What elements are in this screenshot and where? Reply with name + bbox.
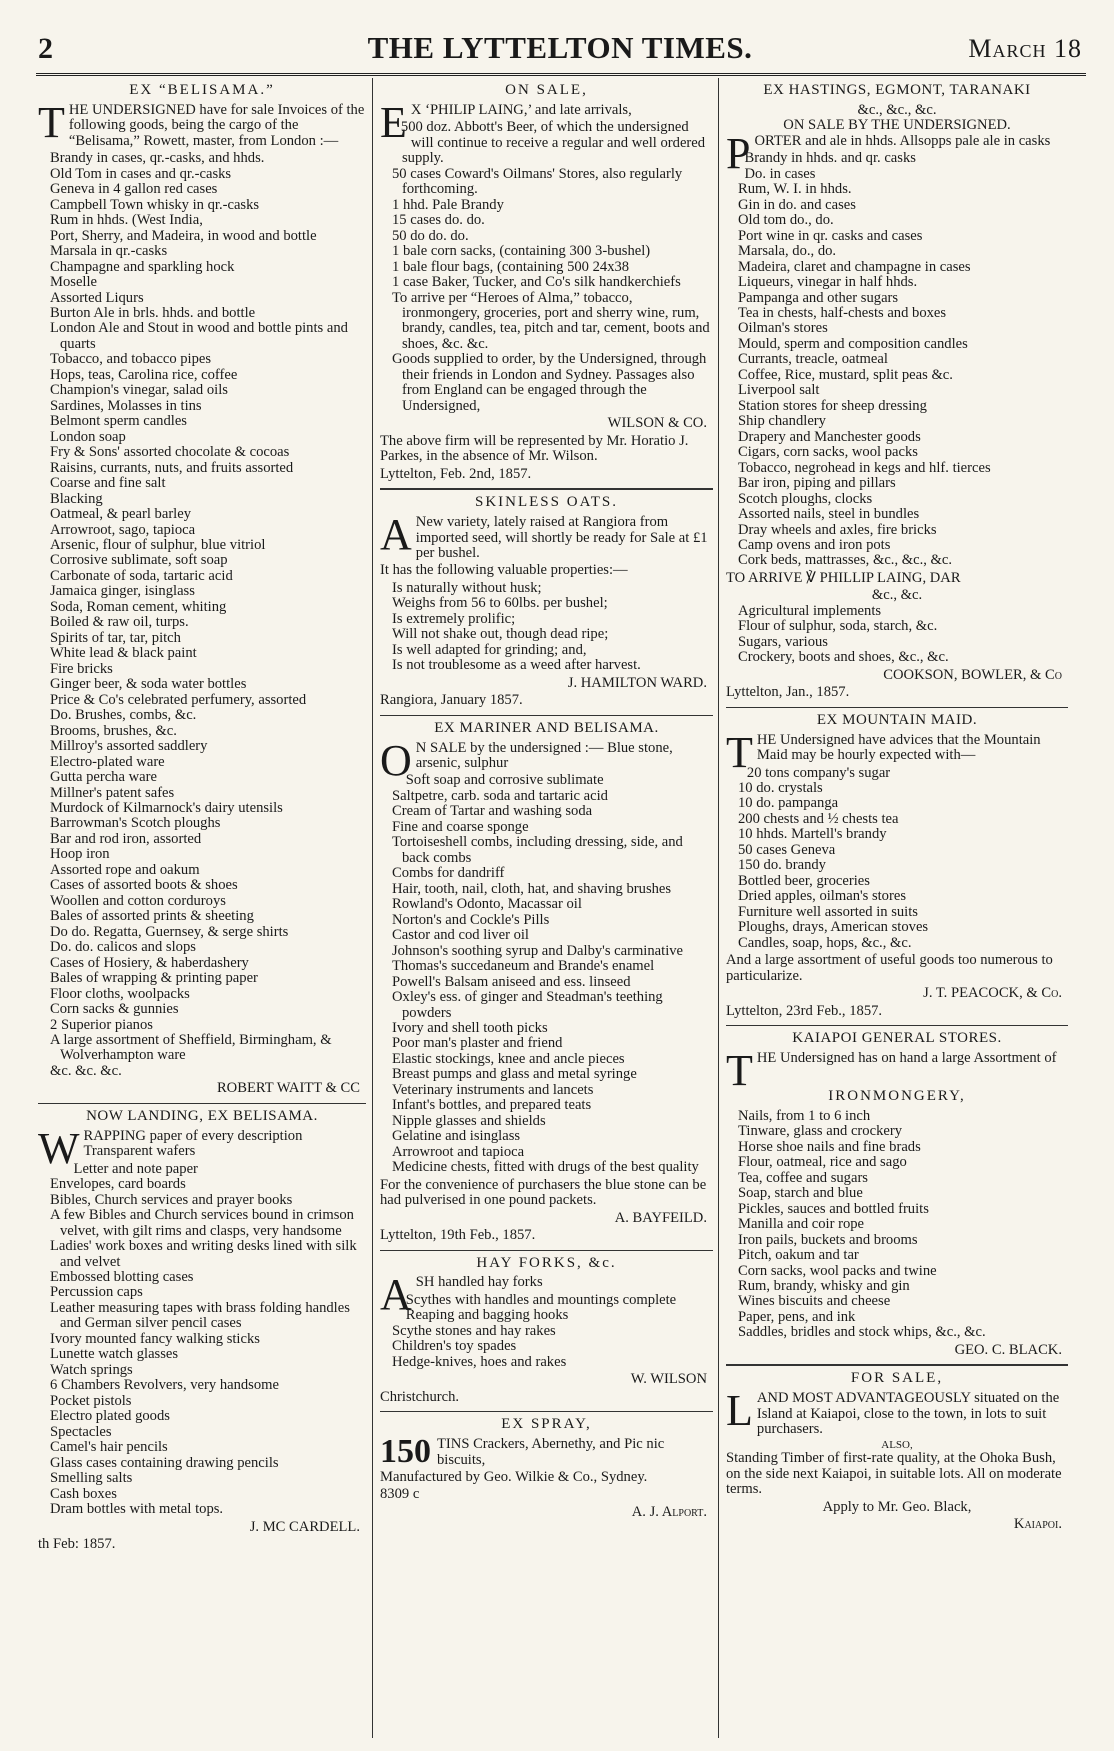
list-item: Ploughs, drays, American stoves <box>738 919 929 936</box>
list-item: Do do. Regatta, Guernsey, & serge shirts <box>50 923 289 940</box>
list-item: Glass cases containing drawing pencils <box>50 1454 279 1471</box>
ad-note: And a large assortment of useful goods too numerous to particularize. <box>726 952 1053 984</box>
ad-signature: ROBERT WAITT & CC <box>216 1080 360 1097</box>
drop-cap: A <box>380 1270 412 1320</box>
ad-intro: WRAPPING paper of every description Transparent wafers <box>38 1123 303 1173</box>
column-3 <box>726 80 1068 1740</box>
ad-intro: 150 TINS Crackers, Abernethy, and Pic nic biscuits, <box>380 1433 665 1471</box>
list-item: Bar and rod iron, assorted <box>50 830 202 847</box>
list-item: Bottled beer, groceries <box>738 872 870 889</box>
list-item: Furniture well assorted in suits <box>738 903 918 920</box>
newspaper-title: THE LYTTELTON TIMES. <box>367 30 753 65</box>
list-item: Bar iron, piping and pillars <box>738 475 896 492</box>
list-item: 1 bale flour bags, (containing 500 24x38 <box>392 258 630 275</box>
list-item: Brandy in hhds. and qr. casks <box>744 150 916 167</box>
arrive-heading: TO ARRIVE ℣ PHILLIP LAING, DAR <box>726 569 961 586</box>
list-item: 200 chests and ½ chests tea <box>738 810 899 827</box>
list-item: Powell's Balsam aniseed and ess. linseed <box>392 973 631 990</box>
list-item: Campbell Town whisky in qr.-casks <box>50 196 260 213</box>
list-item: Marsala, do., do. <box>738 243 837 260</box>
ad-dateline: Christchurch. <box>380 1388 460 1405</box>
list-item: Elastic stockings, knee and ancle pieces <box>392 1050 625 1067</box>
column-divider <box>718 78 719 1738</box>
divider <box>380 1250 713 1251</box>
divider <box>380 488 713 490</box>
list-item: Watch springs <box>50 1361 133 1378</box>
goods-list <box>392 773 713 1175</box>
list-item: Currants, treacle, oatmeal <box>738 351 888 368</box>
ad-dateline: Lyttelton, 23rd Feb., 1857. <box>726 1002 883 1019</box>
ad-dateline: th Feb: 1857. <box>38 1535 116 1552</box>
ad-title: EX MARINER AND BELISAMA. <box>434 719 659 736</box>
ad-heading: ON SALE BY THE UNDERSIGNED. <box>783 117 1011 134</box>
list-item: Woollen and cotton corduroys <box>50 892 226 909</box>
list-item: Sugars, various <box>738 633 828 650</box>
list-item: Liverpool salt <box>738 382 820 399</box>
list-item: Tobacco, and tobacco pipes <box>50 351 212 368</box>
drop-cap: T <box>38 97 65 147</box>
list-item: Tobacco, negrohead in kegs and hlf. tierces <box>738 459 991 476</box>
list-item: Arsenic, flour of sulphur, blue vitriol <box>50 537 266 554</box>
list-item: Leather measuring tapes with brass folding handles and German silver pencil cases <box>50 1299 350 1332</box>
list-item: Oxley's ess. of ginger and Steadman's teething powders <box>392 989 663 1021</box>
divider <box>380 715 713 716</box>
goods-list <box>738 1109 1068 1341</box>
drop-cap: P <box>726 128 751 178</box>
list-item: Fire bricks <box>50 660 113 677</box>
ad-signature: WILSON & CO. <box>607 415 707 432</box>
list-item: 15 cases do. do. <box>392 212 485 229</box>
ad-signature: J. MC CARDELL. <box>249 1518 360 1535</box>
list-item: Hair, tooth, nail, cloth, hat, and shaving brushes <box>392 880 672 897</box>
ad-intro: E X ‘PHILIP LAING,’ and late arrivals, <box>380 97 632 147</box>
header-rule <box>36 73 1086 76</box>
list-item: Ginger beer, & soda water bottles <box>50 676 247 693</box>
ad-place: Kaiapoi. <box>1013 1516 1062 1533</box>
list-item: Floor cloths, woolpacks <box>50 985 190 1002</box>
list-item: Corrosive sublimate, soft soap <box>50 552 228 569</box>
ad-apply: Apply to Mr. Geo. Black, <box>822 1498 972 1515</box>
list-item: Electro plated goods <box>50 1408 170 1425</box>
list-item: 1 bale corn sacks, (containing 300 3-bushel) <box>392 243 651 260</box>
list-item: Cases of assorted boots & shoes <box>50 877 238 894</box>
advertisement-mariner-belisama <box>380 721 713 1244</box>
list-item: Pickles, sauces and bottled fruits <box>738 1200 929 1217</box>
list-item: Cork beds, mattrasses, &c., &c., &c. <box>738 552 952 569</box>
list-item: Do. Brushes, combs, &c. <box>50 707 197 724</box>
ad-body: Standing Timber of first-rate quality, at the Ohoka Bush, on the side next Kaiapoi, in suitable lots. All on moderate terms. <box>726 1450 1062 1498</box>
list-item: 150 do. brandy <box>738 857 826 874</box>
advertisement-belisama <box>38 83 366 1097</box>
list-item: Champion's vinegar, salad oils <box>50 382 228 399</box>
list-item: Assorted rope and oakum <box>50 861 200 878</box>
list-item: Corn sacks & gunnies <box>50 1001 179 1018</box>
list-item: Johnson's soothing syrup and Dalby's carminative <box>392 942 684 959</box>
advertisement-kaiapoi-stores <box>726 1031 1068 1358</box>
list-item: 50 cases Geneva <box>738 841 836 858</box>
list-item: Is naturally without husk; <box>392 579 542 596</box>
list-item: Is extremely prolific; <box>392 610 516 627</box>
goods-list <box>50 1162 366 1518</box>
list-item: Pocket pistols <box>50 1392 132 1409</box>
list-item: Raisins, currants, nuts, and fruits assorted <box>50 459 294 476</box>
column-2 <box>380 80 713 1740</box>
list-item: Norton's and Cockle's Pills <box>392 911 550 928</box>
list-item: Combs for dandriff <box>392 865 505 882</box>
list-item: Percussion caps <box>50 1284 143 1301</box>
list-item: Rowland's Odonto, Macassar oil <box>392 896 582 913</box>
list-item: Bibles, Church services and prayer books <box>50 1191 293 1208</box>
list-item: Flour of sulphur, soda, starch, &c. <box>738 618 938 635</box>
list-item: Spirits of tar, tar, pitch <box>50 629 181 646</box>
ad-title: EX “BELISAMA.” <box>129 82 275 98</box>
quantity-number: 150 <box>380 1433 431 1471</box>
list-item: Fine and coarse sponge <box>392 818 529 835</box>
column-divider <box>372 78 373 1738</box>
ad-title: KAIAPOI GENERAL STORES. <box>792 1030 1002 1047</box>
list-item: Cigars, corn sacks, wool packs <box>738 444 918 461</box>
list-item: Envelopes, card boards <box>50 1176 186 1193</box>
list-item: 20 tons company's sugar <box>746 764 891 781</box>
ad-dateline: Lyttelton, 19th Feb., 1857. <box>380 1227 536 1244</box>
ad-heading: IRONMONGERY, <box>828 1087 966 1104</box>
ad-reference: 8309 c <box>380 1486 420 1503</box>
goods-list <box>738 766 1068 952</box>
list-item: 50 do do. do. <box>392 227 469 244</box>
list-item: Brandy in cases, qr.-casks, and hhds. <box>50 150 265 167</box>
arrive-subtitle: &c., &c. <box>871 587 923 604</box>
list-item: Price & Co's celebrated perfumery, assorted <box>50 691 307 708</box>
issue-date: March 18 <box>968 34 1082 63</box>
list-item: Tortoiseshell combs, including dressing, side, and back combs <box>392 834 683 866</box>
list-item: Scythes with handles and mountings complete <box>405 1291 677 1308</box>
ad-title: NOW LANDING, EX BELISAMA. <box>86 1107 318 1124</box>
list-item: Embossed blotting cases <box>50 1269 194 1285</box>
list-item: Champagne and sparkling hock <box>50 258 235 275</box>
ad-subtitle: &c., &c., &c. <box>857 101 937 118</box>
list-item: Old Tom in cases and qr.-casks <box>50 165 232 182</box>
list-item: Breast pumps and glass and metal syringe <box>392 1066 637 1083</box>
list-item: Marsala in qr.-casks <box>50 243 168 260</box>
list-item: Oatmeal, & pearl barley <box>50 506 192 523</box>
page-number: 2 <box>38 32 53 65</box>
list-item: Horse shoe nails and fine brads <box>738 1138 921 1155</box>
list-item: Candles, soap, hops, &c., &c. <box>738 934 912 951</box>
advertisement-skinless-oats <box>380 495 713 709</box>
list-item: Veterinary instruments and lancets <box>392 1081 594 1098</box>
list-item: Station stores for sheep dressing <box>738 397 927 414</box>
list-item: 10 do. crystals <box>738 780 823 796</box>
list-item: Millner's patent safes <box>50 784 175 801</box>
ad-title: EX SPRAY, <box>501 1416 592 1433</box>
list-item: Smelling salts <box>50 1470 133 1487</box>
list-item: Blacking <box>50 490 103 507</box>
list-item: Electro-plated ware <box>50 753 165 770</box>
ad-title: EX MOUNTAIN MAID. <box>816 711 978 728</box>
list-item: Nipple glasses and shields <box>392 1112 546 1129</box>
list-item: Rum, brandy, whisky and gin <box>738 1277 910 1294</box>
list-item: 500 doz. Abbott's Beer, of which the undersigned will continue to receive a regular and well ordered supply. <box>400 119 706 167</box>
list-item: Liqueurs, vinegar in half hhds. <box>738 274 918 291</box>
list-item: Geneva in 4 gallon red cases <box>50 181 218 198</box>
properties-list <box>392 581 713 674</box>
ad-signature: GEO. C. BLACK. <box>954 1341 1062 1358</box>
ad-dateline: Lyttelton, Jan., 1857. <box>726 684 850 701</box>
list-item: Sardines, Molasses in tins <box>50 397 202 414</box>
list-item: Crockery, boots and shoes, &c., &c. <box>738 649 949 666</box>
list-item: Soap, starch and blue <box>738 1185 863 1202</box>
ad-dateline: Rangiora, January 1857. <box>380 692 523 709</box>
list-item: Soda, Roman cement, whiting <box>50 598 227 615</box>
ad-title: ON SALE, <box>505 82 588 98</box>
goods-list <box>50 151 366 1079</box>
list-item: Saddles, bridles and stock whips, &c., &c. <box>738 1324 986 1341</box>
list-item: Camel's hair pencils <box>50 1439 168 1456</box>
list-item: Nails, from 1 to 6 inch <box>738 1107 871 1124</box>
list-item: Children's toy spades <box>392 1338 517 1355</box>
list-item: Belmont sperm candles <box>50 413 187 430</box>
list-item: Gin in do. and cases <box>738 196 856 213</box>
ad-title: FOR SALE, <box>850 1370 944 1387</box>
list-item: Spectacles <box>50 1423 112 1440</box>
list-item: White lead & black paint <box>50 645 197 662</box>
list-item: Port, Sherry, and Madeira, in wood and bottle <box>50 227 317 244</box>
ad-title: SKINLESS OATS. <box>474 494 619 511</box>
ad-note: The above firm will be represented by Mr. Horatio J. Parkes, in the absence of Mr. Wilson. <box>380 432 689 465</box>
drop-cap: A <box>380 510 412 560</box>
list-item: Paper, pens, and ink <box>738 1308 856 1325</box>
list-item: Agricultural implements <box>738 602 882 619</box>
drop-cap: T <box>726 1045 753 1095</box>
list-item: Oilman's stores <box>738 320 828 337</box>
list-item: Millroy's assorted saddlery <box>50 738 208 755</box>
list-item: Pampanga and other sugars <box>738 289 899 306</box>
drop-cap: L <box>726 1386 753 1436</box>
advertisement-mountain-maid <box>726 713 1068 1019</box>
ad-title: EX HASTINGS, EGMONT, TARANAKI <box>763 82 1031 98</box>
list-item: Dram bottles with metal tops. <box>50 1501 224 1518</box>
list-item: To arrive per “Heroes of Alma,” tobacco, ironmongery, groceries, port and sherry wine, rum, brandy, candles, tea, pitch and tar, cement, boots and shoes, &c. &c. <box>392 289 710 352</box>
list-item: Tinware, glass and crockery <box>738 1123 903 1140</box>
list-item: Boiled & raw oil, turps. <box>50 614 189 631</box>
list-item: 6 Chambers Revolvers, very handsome <box>50 1377 279 1394</box>
ad-intro: ASH handled hay forks <box>380 1270 543 1320</box>
ad-intro: THE UNDERSIGNED have for sale Invoices of the following goods, being the cargo of the “Belisama,” Rowett, master, from London :— <box>38 97 365 149</box>
divider <box>726 1364 1068 1366</box>
divider <box>380 1411 713 1412</box>
list-item: Assorted Liqurs <box>50 289 144 306</box>
ad-intro: PORTER and ale in hhds. Allsopps pale ale in casks <box>726 128 1051 178</box>
list-item: Coffee, Rice, mustard, split peas &c. <box>738 366 953 383</box>
advertisement-stationery <box>38 1109 366 1553</box>
list-item: Thomas's succedaneum and Brande's enamel <box>392 958 655 975</box>
advertisement-ex-spray <box>380 1417 713 1520</box>
divider <box>726 707 1068 708</box>
ad-intro: THE Undersigned have advices that the Mountain Maid may be hourly expected with— <box>726 727 1041 777</box>
list-item: Hoop iron <box>50 846 110 863</box>
list-item: Jamaica ginger, isinglass <box>50 583 195 600</box>
advertisement-hastings <box>726 83 1068 701</box>
list-item: Brooms, brushes, &c. <box>50 722 177 739</box>
list-item: Soft soap and corrosive sublimate <box>405 772 604 789</box>
list-item: Barrowman's Scotch ploughs <box>50 815 221 832</box>
list-item: 1 case Baker, Tucker, and Co's silk handkerchiefs <box>392 274 681 291</box>
ad-maker: Manufactured by Geo. Wilkie & Co., Sydney. <box>380 1469 648 1486</box>
list-item: Tea, coffee and sugars <box>738 1169 868 1186</box>
list-item: Carbonate of soda, tartaric acid <box>50 567 233 584</box>
drop-cap: W <box>38 1123 80 1173</box>
list-item: A large assortment of Sheffield, Birmingham, & Wolverhampton ware <box>50 1032 332 1064</box>
goods-list <box>392 120 713 414</box>
ad-intro: A New variety, lately raised at Rangiora from imported seed, will shortly be ready for Sale at £1 per bushel. <box>380 510 708 561</box>
list-item: Do. in cases <box>744 165 816 182</box>
ad-signature: W. WILSON <box>630 1371 707 1388</box>
list-item: Hedge-knives, hoes and rakes <box>392 1353 567 1370</box>
list-item: Arrowroot, sago, tapioca <box>50 521 196 538</box>
list-item: Gelatine and isinglass <box>392 1128 521 1145</box>
list-item: Do. do. calicos and slops <box>50 939 196 956</box>
list-item: Ivory and shell tooth picks <box>392 1019 548 1036</box>
list-item: Mould, sperm and composition candles <box>738 335 968 352</box>
list-item: Scotch ploughs, clocks <box>738 490 873 507</box>
ad-signature: A. BAYFEILD. <box>614 1209 707 1226</box>
advertisement-hay-forks <box>380 1256 713 1406</box>
ad-also: ALSO, <box>881 1438 913 1451</box>
list-item: Drapery and Manchester goods <box>738 428 921 445</box>
list-item: Reaping and bagging hooks <box>405 1307 569 1324</box>
ad-signature: COOKSON, BOWLER, & Co <box>883 666 1062 683</box>
list-item: Tea in chests, half-chests and boxes <box>738 304 947 321</box>
list-item: Weighs from 56 to 60lbs. per bushel; <box>392 595 608 612</box>
list-item: Poor man's plaster and friend <box>392 1035 563 1052</box>
list-item: Corn sacks, wool packs and twine <box>738 1262 937 1279</box>
advertisement-for-sale <box>726 1371 1068 1532</box>
list-item: Flour, oatmeal, rice and sago <box>738 1154 907 1171</box>
drop-cap: O <box>380 735 412 785</box>
list-item: Dried apples, oilman's stores <box>738 888 906 905</box>
list-item: Bales of assorted prints & sheeting <box>50 908 254 925</box>
list-item: Cream of Tartar and washing soda <box>392 803 593 820</box>
ad-intro: LAND MOST ADVANTAGEOUSLY situated on the Island at Kaiapoi, close to the town, in lots to suit purchasers. <box>726 1386 1060 1438</box>
list-item: A few Bibles and Church services bound in crimson velvet, with gilt rims and clasps, very handsome <box>50 1207 354 1239</box>
goods-list <box>392 1293 713 1370</box>
list-item: 2 Superior pianos <box>50 1016 153 1033</box>
ad-dateline: Lyttelton, Feb. 2nd, 1857. <box>380 465 532 482</box>
list-item: Is well adapted for grinding; and, <box>392 641 587 658</box>
drop-cap: T <box>726 727 753 777</box>
divider <box>38 1103 366 1104</box>
list-item: Rum, W. I. in hhds. <box>738 181 852 198</box>
list-item: 50 cases Coward's Oilmans' Stores, also regularly forthcoming. <box>392 165 683 198</box>
list-item: Rum in hhds. (West India, <box>50 212 203 229</box>
arrive-list <box>738 604 1068 666</box>
list-item: 1 hhd. Pale Brandy <box>392 196 504 213</box>
list-item: Assorted nails, steel in bundles <box>738 506 920 523</box>
list-item: Castor and cod liver oil <box>392 927 529 944</box>
list-item: Cases of Hosiery, & haberdashery <box>50 954 249 971</box>
list-item: Saltpetre, carb. soda and tartaric acid <box>392 787 608 804</box>
list-item: Moselle <box>50 274 98 291</box>
list-item: London Ale and Stout in wood and bottle pints and quarts <box>50 320 348 352</box>
ad-lead: It has the following valuable properties:— <box>380 562 628 579</box>
ad-intro: O N SALE by the undersigned :— Blue stone, arsenic, sulphur <box>380 735 673 785</box>
list-item: Burton Ale in brls. hhds. and bottle <box>50 304 256 321</box>
list-item: Coarse and fine salt <box>50 475 166 492</box>
list-item: Pitch, oakum and tar <box>738 1247 859 1264</box>
list-item: Goods supplied to order, by the Undersigned, through their friends in London and Sydney. Passages also from England can be engaged through the Undersigned, <box>392 351 707 414</box>
list-item: Bales of wrapping & printing paper <box>50 970 258 987</box>
list-item: Medicine chests, fitted with drugs of the best quality <box>392 1159 699 1176</box>
ad-intro: THE Undersigned has on hand a large Assortment of <box>726 1045 1057 1095</box>
list-item: Hops, teas, Carolina rice, coffee <box>50 366 238 383</box>
list-item: Arrowroot and tapioca <box>392 1143 525 1160</box>
list-item: Ivory mounted fancy walking sticks <box>50 1330 260 1347</box>
list-item: Iron pails, buckets and brooms <box>738 1231 918 1248</box>
list-item: Lunette watch glasses <box>50 1346 179 1363</box>
list-item: Old tom do., do. <box>738 212 834 229</box>
list-item: 10 do. pampanga <box>738 795 839 812</box>
page-header <box>30 30 1090 70</box>
ad-signature: A. J. Alport. <box>631 1503 707 1520</box>
list-item: Cash boxes <box>50 1485 117 1502</box>
ad-signature: J. HAMILTON WARD. <box>567 674 707 691</box>
list-item: Ladies' work boxes and writing desks lined with silk and velvet <box>50 1238 357 1270</box>
list-item: Fry & Sons' assorted chocolate & cocoas <box>50 444 290 461</box>
list-item: Port wine in qr. casks and cases <box>738 227 923 244</box>
list-item: London soap <box>50 428 126 445</box>
list-item: Murdock of Kilmarnock's dairy utensils <box>50 799 283 816</box>
list-item: Scythe stones and hay rakes <box>392 1322 556 1339</box>
list-item: Is not troublesome as a weed after harvest. <box>392 657 641 674</box>
list-item: Manilla and coir rope <box>738 1216 865 1233</box>
list-item: Letter and note paper <box>73 1160 198 1177</box>
ad-signature: J. T. PEACOCK, & Co. <box>923 985 1062 1002</box>
list-item: Ship chandlery <box>738 413 826 430</box>
advertisement-on-sale <box>380 83 713 482</box>
ad-note: For the convenience of purchasers the blue stone can be had pulverised in one pound packets. <box>380 1176 707 1209</box>
list-item: Infant's bottles, and prepared teats <box>392 1097 592 1114</box>
drop-cap: E <box>380 97 407 147</box>
divider <box>726 1025 1068 1026</box>
list-item: 10 hhds. Martell's brandy <box>738 826 887 843</box>
list-item: Gutta percha ware <box>50 769 157 786</box>
goods-list <box>738 151 1068 569</box>
list-item: Will not shake out, though dead ripe; <box>392 626 609 643</box>
column-1 <box>38 80 366 1740</box>
list-item: Wines biscuits and cheese <box>738 1293 891 1310</box>
list-item: Madeira, claret and champagne in cases <box>738 258 971 275</box>
list-item: &c. &c. &c. <box>50 1062 122 1079</box>
list-item: Dray wheels and axles, fire bricks <box>738 521 937 538</box>
list-item: Camp ovens and iron pots <box>738 537 891 554</box>
ad-title: HAY FORKS, &c. <box>476 1254 617 1271</box>
